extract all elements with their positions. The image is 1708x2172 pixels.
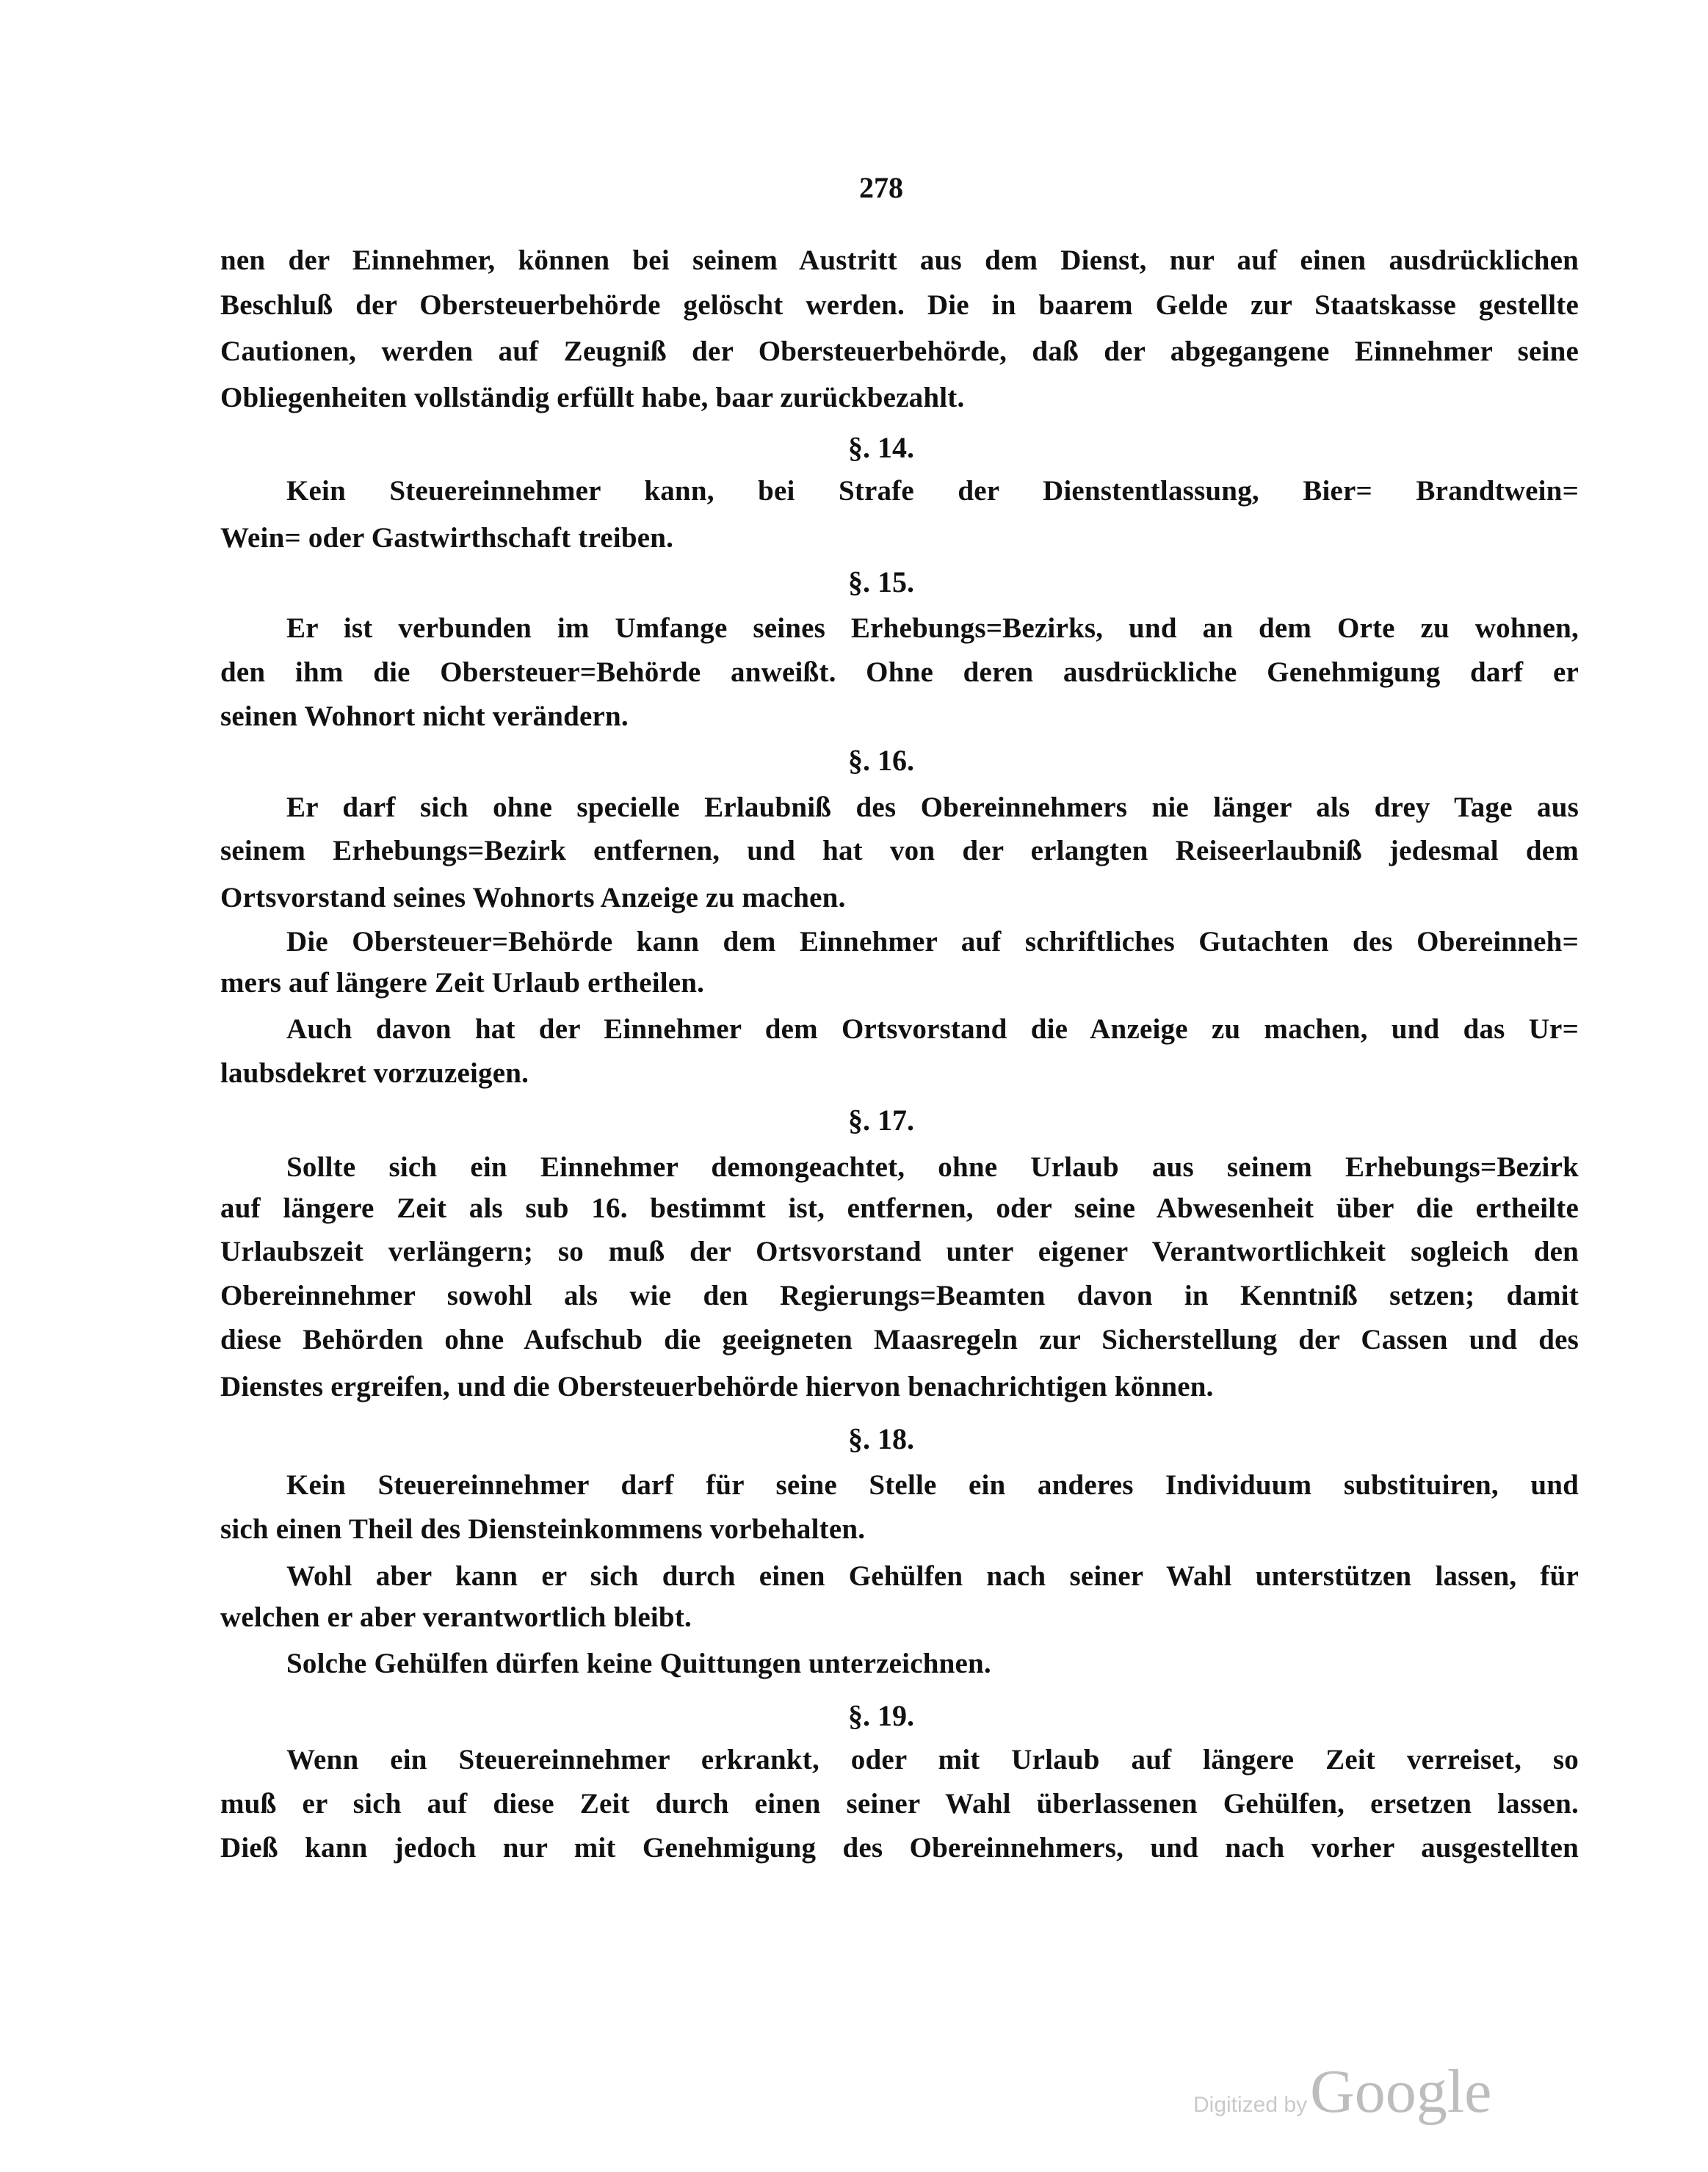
section-heading: §. 18. bbox=[848, 1422, 914, 1455]
section-heading: §. 14. bbox=[848, 431, 914, 464]
text-line: Beschluß der Obersteuerbehörde gelöscht werden. Die in baarem Gelde zur Staatskasse gestellte bbox=[220, 289, 1579, 321]
google-logo: Google bbox=[1310, 2057, 1492, 2126]
text-line: Urlaubszeit verlängern; so muß der Ortsvorstand unter eigener Verantwortlichkeit sogleich den bbox=[220, 1236, 1579, 1267]
section-heading: §. 16. bbox=[848, 744, 914, 777]
text-line: mers auf längere Zeit Urlaub ertheilen. bbox=[220, 967, 705, 999]
text-line: Solche Gehülfen dürfen keine Quittungen unterzeichnen. bbox=[286, 1648, 991, 1679]
text-line: Obereinnehmer sowohl als wie den Regierungs=Beamten davon in Kenntniß setzen; damit bbox=[220, 1280, 1579, 1311]
text-line: Die Obersteuer=Behörde kann dem Einnehmer auf schriftliches Gutachten des Obereinneh= bbox=[286, 926, 1579, 958]
section-heading: §. 19. bbox=[848, 1699, 914, 1732]
text-line: Wohl aber kann er sich durch einen Gehülfen nach seiner Wahl unterstützen lassen, für bbox=[286, 1560, 1579, 1592]
text-line: Sollte sich ein Einnehmer demongeachtet, ohne Urlaub aus seinem Erhebungs=Bezirk bbox=[286, 1151, 1579, 1183]
text-line: laubsdekret vorzuzeigen. bbox=[220, 1057, 529, 1089]
text-line: Er darf sich ohne specielle Erlaubniß des Obereinnehmers nie länger als drey Tage aus bbox=[286, 792, 1579, 823]
section-heading: §. 15. bbox=[848, 565, 914, 598]
text-line: seinem Erhebungs=Bezirk entfernen, und hat von der erlangten Reiseerlaubniß jedesmal dem bbox=[220, 835, 1579, 866]
text-line: Cautionen, werden auf Zeugniß der Obersteuerbehörde, daß der abgegangene Einnehmer seine bbox=[220, 336, 1579, 367]
section-heading: §. 17. bbox=[848, 1104, 914, 1137]
text-line: Kein Steuereinnehmer darf für seine Stelle ein anderes Individuum substituiren, und bbox=[286, 1469, 1579, 1501]
text-line: Dieß kann jedoch nur mit Genehmigung des Obereinnehmers, und nach vorher ausgestellten bbox=[220, 1832, 1579, 1864]
text-line: sich einen Theil des Diensteinkommens vorbehalten. bbox=[220, 1513, 866, 1545]
text-line: diese Behörden ohne Aufschub die geeigneten Maasregeln zur Sicherstellung der Cassen und des bbox=[220, 1324, 1579, 1355]
text-line: seinen Wohnort nicht verändern. bbox=[220, 701, 629, 732]
text-line: Ortsvorstand seines Wohnorts Anzeige zu machen. bbox=[220, 882, 846, 913]
text-line: muß er sich auf diese Zeit durch einen seiner Wahl überlassenen Gehülfen, ersetzen lassen. bbox=[220, 1788, 1579, 1820]
text-line: den ihm die Obersteuer=Behörde anweißt. Ohne deren ausdrückliche Genehmigung darf er bbox=[220, 656, 1579, 688]
text-line: Auch davon hat der Einnehmer dem Ortsvorstand die Anzeige zu machen, und das Ur= bbox=[286, 1013, 1579, 1045]
text-line: welchen er aber verantwortlich bleibt. bbox=[220, 1601, 692, 1633]
page-number: 278 bbox=[859, 171, 903, 204]
text-line: Wenn ein Steuereinnehmer erkrankt, oder mit Urlaub auf längere Zeit verreiset, so bbox=[286, 1744, 1579, 1775]
watermark-prefix: Digitized by bbox=[1193, 2093, 1308, 2117]
text-line: Er ist verbunden im Umfange seines Erhebungs=Bezirks, und an dem Orte zu wohnen, bbox=[286, 612, 1579, 644]
text-line: nen der Einnehmer, können bei seinem Austritt aus dem Dienst, nur auf einen ausdrücklichen bbox=[220, 245, 1579, 276]
digitized-watermark bbox=[1193, 2056, 1491, 2127]
text-line: Obliegenheiten vollständig erfüllt habe, baar zurückbezahlt. bbox=[220, 382, 965, 413]
text-line: Dienstes ergreifen, und die Obersteuerbehörde hiervon benachrichtigen können. bbox=[220, 1371, 1214, 1402]
text-line: auf längere Zeit als sub 16. bestimmt ist, entfernen, oder seine Abwesenheit über die ertheilte bbox=[220, 1192, 1579, 1224]
text-line: Wein= oder Gastwirthschaft treiben. bbox=[220, 522, 674, 554]
text-line: Kein Steuereinnehmer kann, bei Strafe der Dienstentlassung, Bier= Brandtwein= bbox=[286, 475, 1579, 507]
